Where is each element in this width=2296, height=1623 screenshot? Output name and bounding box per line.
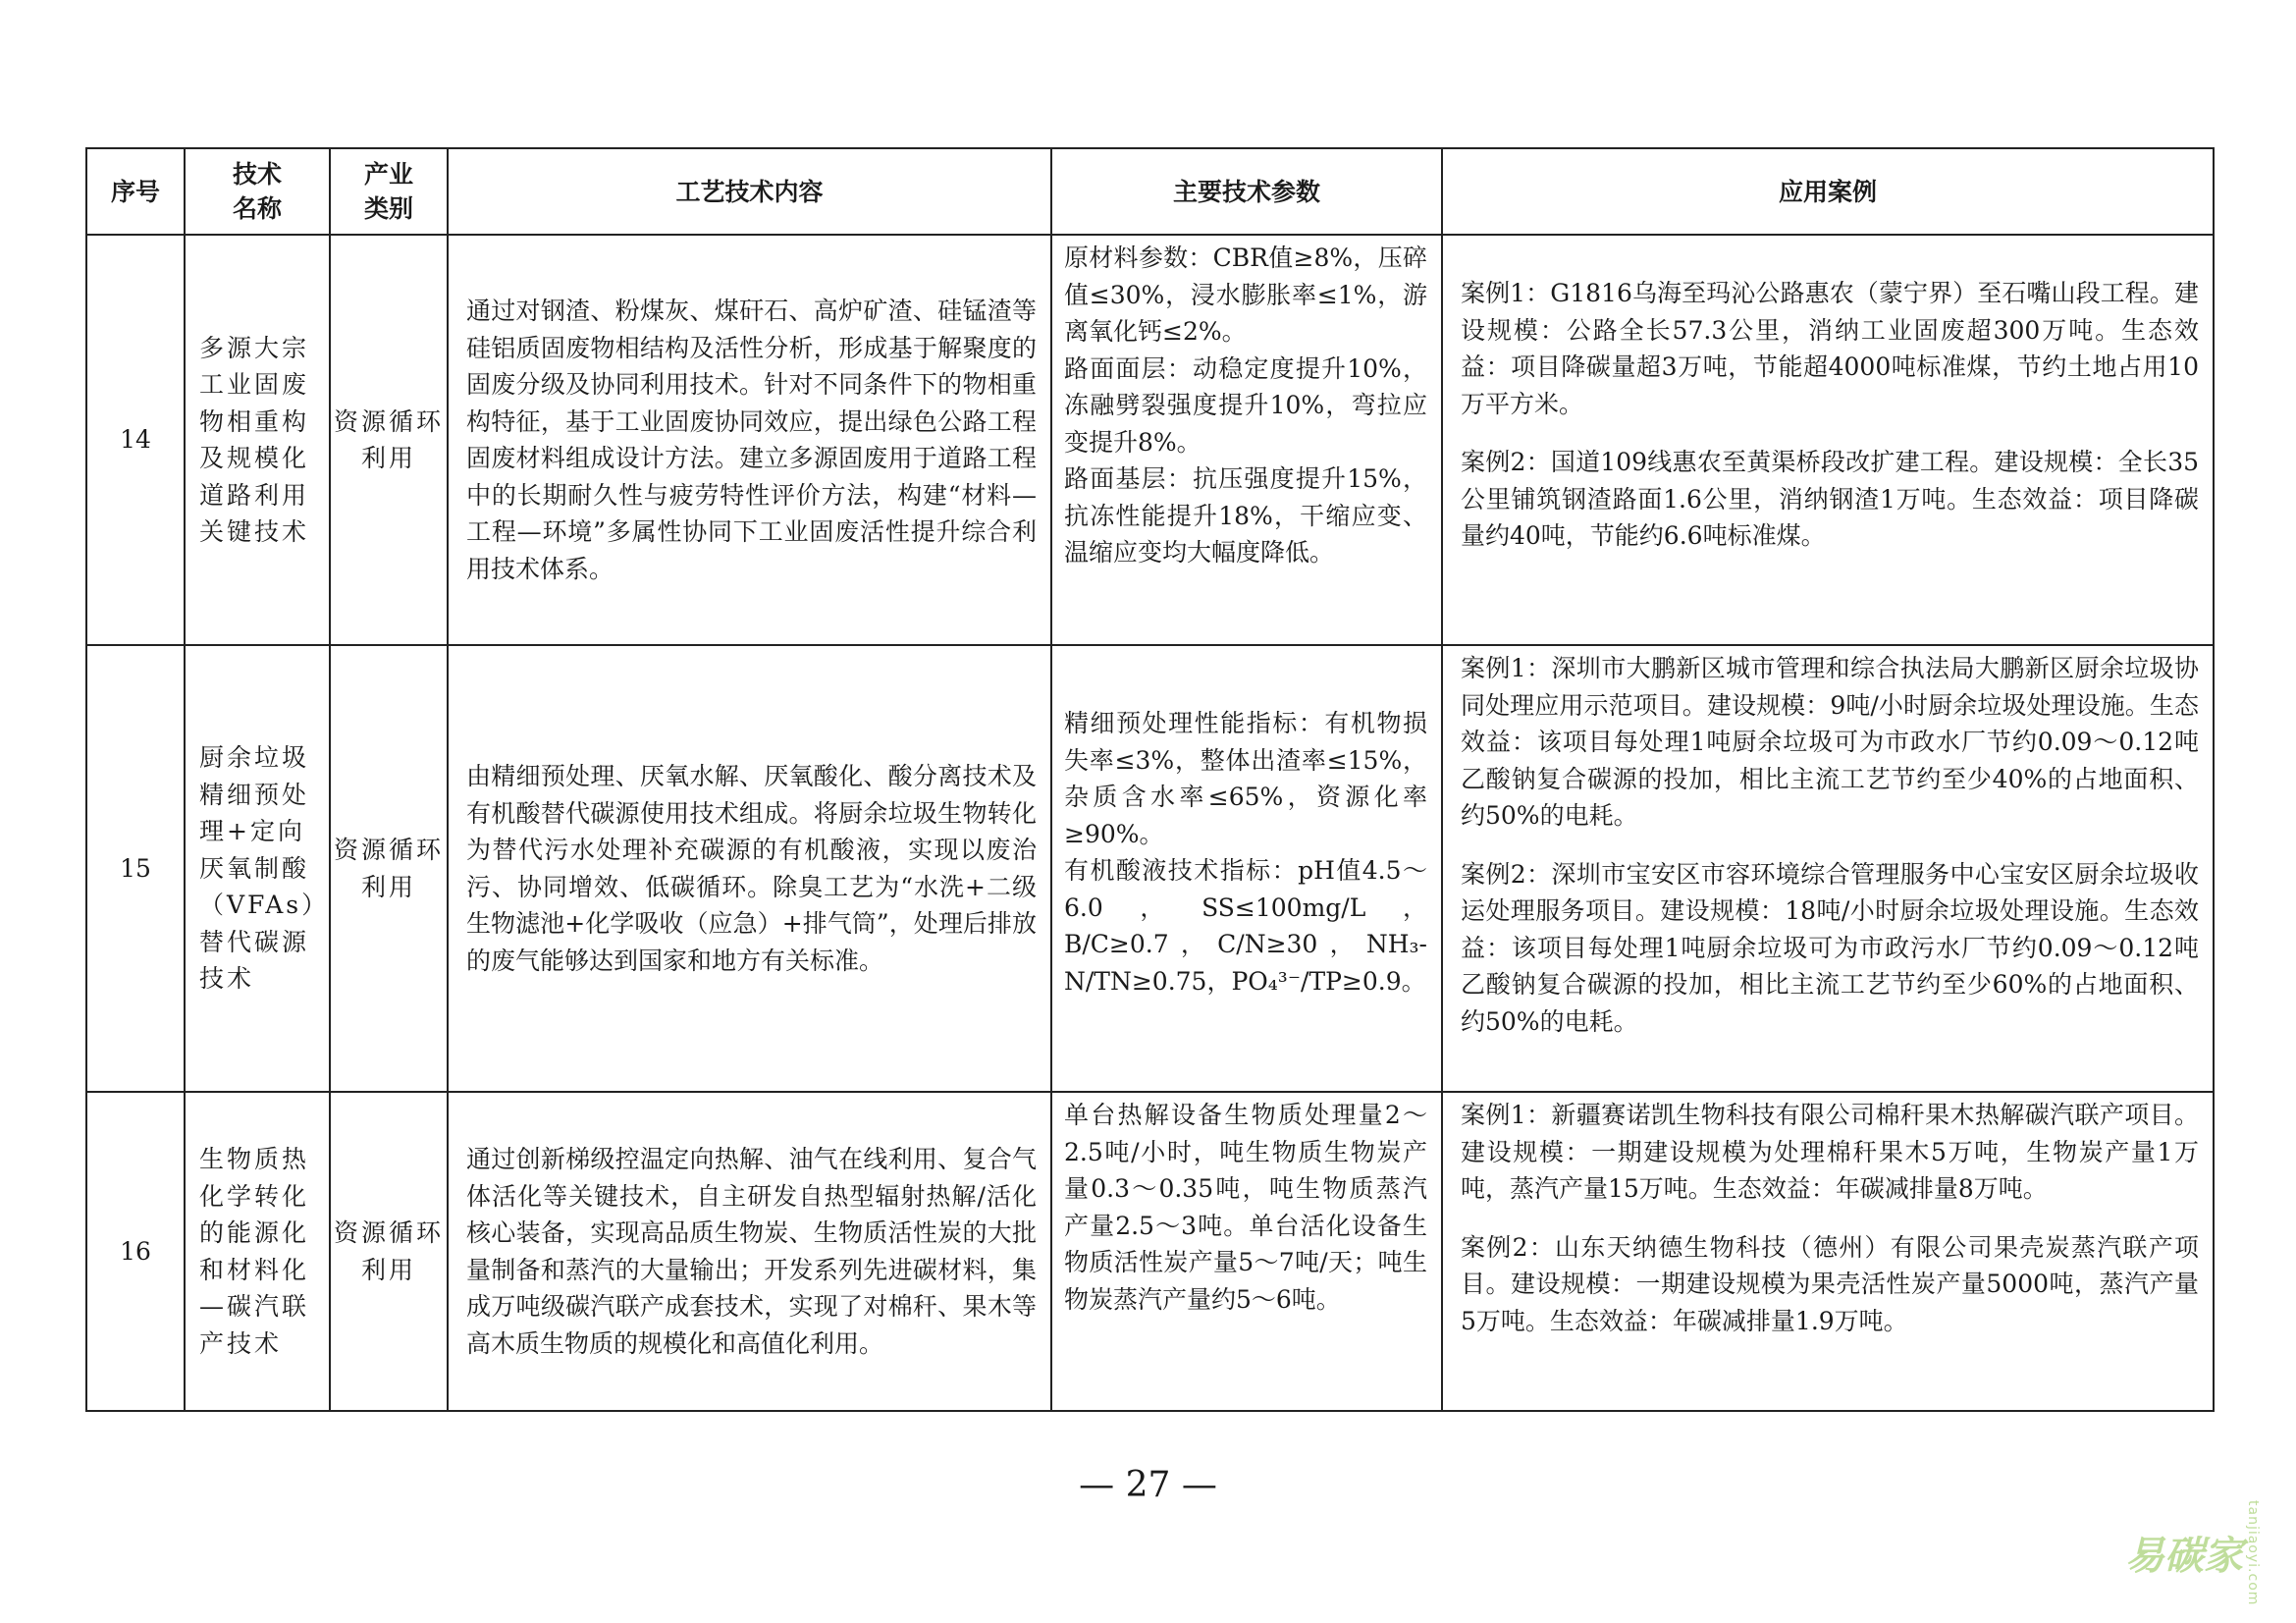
page-number: — 27 —	[1079, 1465, 1217, 1505]
row-number: 14	[86, 235, 185, 645]
row-number: 16	[86, 1092, 185, 1411]
header-name: 技术 名称	[185, 148, 330, 235]
technology-table	[85, 147, 2215, 1412]
case-item: 案例1：深圳市大鹏新区城市管理和综合执法局大鹏新区厨余垃圾协同处理应用示范项目。建设规模：9吨/小时厨余垃圾处理设施。生态效益：该项目每处理1吨厨余垃圾可为市政水厂节约0.09～0.12吨乙酸钠复合碳源的投加，相比主流工艺节约至少40%的占地面积、约50%的电耗。	[1461, 654, 2199, 830]
case-item: 案例2：深圳市宝安区市容环境综合管理服务中心宝安区厨余垃圾收运处理服务项目。建设规模：18吨/小时厨余垃圾处理设施。生态效益：该项目每处理1吨厨余垃圾可为市政污水厂节约0.09～0.12吨乙酸钠复合碳源的投加，相比主流工艺节约至少60%的占地面积、约50%的电耗。	[1461, 859, 2199, 1036]
table-row	[86, 645, 2214, 1092]
process-content: 通过创新梯级控温定向热解、油气在线利用、复合气体活化等关键技术，自主研发自热型辐射热解/活化核心装备，实现高品质生物炭、生物质活性炭的大批量制备和蒸汽的大量输出；开发系列先进碳材料，集成万吨级碳汽联产成套技术，实现了对棉秆、果木等高木质生物质的规模化和高值化利用。	[448, 1092, 1051, 1411]
header-category: 产业 类别	[330, 148, 448, 235]
header-params: 主要技术参数	[1051, 148, 1442, 235]
application-cases	[1442, 1092, 2214, 1411]
table-row	[86, 1092, 2214, 1411]
industry-category: 资源循环利用	[330, 645, 448, 1092]
process-content: 通过对钢渣、粉煤灰、煤矸石、高炉矿渣、硅锰渣等硅铝质固废物相结构及活性分析，形成基于解聚度的固废分级及协同利用技术。针对不同条件下的物相重构特征，基于工业固废协同效应，提出绿色公路工程固废材料组成设计方法。建立多源固废用于道路工程中的长期耐久性与疲劳特性评价方法，构建“材料—工程—环境”多属性协同下工业固废活性提升综合利用技术体系。	[448, 235, 1051, 645]
table-row	[86, 235, 2214, 645]
tech-params: 原材料参数：CBR值≥8%，压碎值≤30%，浸水膨胀率≤1%，游离氧化钙≤2%。 路面面层：动稳定度提升10%，冻融劈裂强度提升10%，弯拉应变提升8%。 路面基层：抗压强度提升15%，抗冻性能提升18%，干缩应变、温缩应变均大幅度降低。	[1051, 235, 1442, 645]
tech-params: 精细预处理性能指标：有机物损失率≤3%，整体出渣率≤15%，杂质含水率≤65%，资源化率≥90%。 有机酸液技术指标：pH值4.5～6.0，SS≤100mg/L，B/C≥0.7，C/N≥30，NH₃-N/TN≥0.75，PO₄³⁻/TP≥0.9。	[1051, 645, 1442, 1092]
case-item: 案例2：国道109线惠农至黄渠桥段改扩建工程。建设规模：全长35公里铺筑钢渣路面1.6公里，消纳钢渣1万吨。生态效益：项目降碳量约40吨，节能约6.6吨标准煤。	[1461, 448, 2199, 550]
row-number: 15	[86, 645, 185, 1092]
application-cases	[1442, 645, 2214, 1092]
industry-category: 资源循环利用	[330, 235, 448, 645]
header-cases: 应用案例	[1442, 148, 2214, 235]
header-no: 序号	[86, 148, 185, 235]
tech-name: 厨余垃圾精细预处理+定向厌氧制酸（VFAs）替代碳源技术	[185, 645, 330, 1092]
watermark-url: tanjiaoyi.com	[2245, 1499, 2261, 1605]
table-header-row	[86, 148, 2214, 235]
application-cases	[1442, 235, 2214, 645]
case-item: 案例1：新疆赛诺凯生物科技有限公司棉秆果木热解碳汽联产项目。建设规模：一期建设规模为处理棉秆果木5万吨，生物炭产量1万吨，蒸汽产量15万吨。生态效益：年碳减排量8万吨。	[1461, 1101, 2199, 1203]
case-item: 案例1：G1816乌海至玛沁公路惠农（蒙宁界）至石嘴山段工程。建设规模：公路全长57.3公里，消纳工业固废超300万吨。生态效益：项目降碳量超3万吨，节能超4000吨标准煤，节约土地占用10万平方米。	[1461, 279, 2199, 418]
industry-category: 资源循环利用	[330, 1092, 448, 1411]
watermark-brand: 易碳家	[2125, 1533, 2243, 1579]
header-process: 工艺技术内容	[448, 148, 1051, 235]
tech-params: 单台热解设备生物质处理量2～2.5吨/小时，吨生物质生物炭产量0.3～0.35吨，吨生物质蒸汽产量2.5～3吨。单台活化设备生物质活性炭产量5～7吨/天；吨生物炭蒸汽产量约5～6吨。	[1051, 1092, 1442, 1411]
watermark-logo	[2125, 1500, 2261, 1605]
process-content: 由精细预处理、厌氧水解、厌氧酸化、酸分离技术及有机酸替代碳源使用技术组成。将厨余垃圾生物转化为替代污水处理补充碳源的有机酸液，实现以废治污、协同增效、低碳循环。除臭工艺为“水洗+二级生物滤池+化学吸收（应急）+排气筒”，处理后排放的废气能够达到国家和地方有关标准。	[448, 645, 1051, 1092]
tech-name: 生物质热化学转化的能源化和材料化—碳汽联产技术	[185, 1092, 330, 1411]
tech-name: 多源大宗工业固废物相重构及规模化道路利用关键技术	[185, 235, 330, 645]
case-item: 案例2：山东天纳德生物科技（德州）有限公司果壳炭蒸汽联产项目。建设规模：一期建设规模为果壳活性炭产量5000吨，蒸汽产量5万吨。生态效益：年碳减排量1.9万吨。	[1461, 1232, 2199, 1335]
